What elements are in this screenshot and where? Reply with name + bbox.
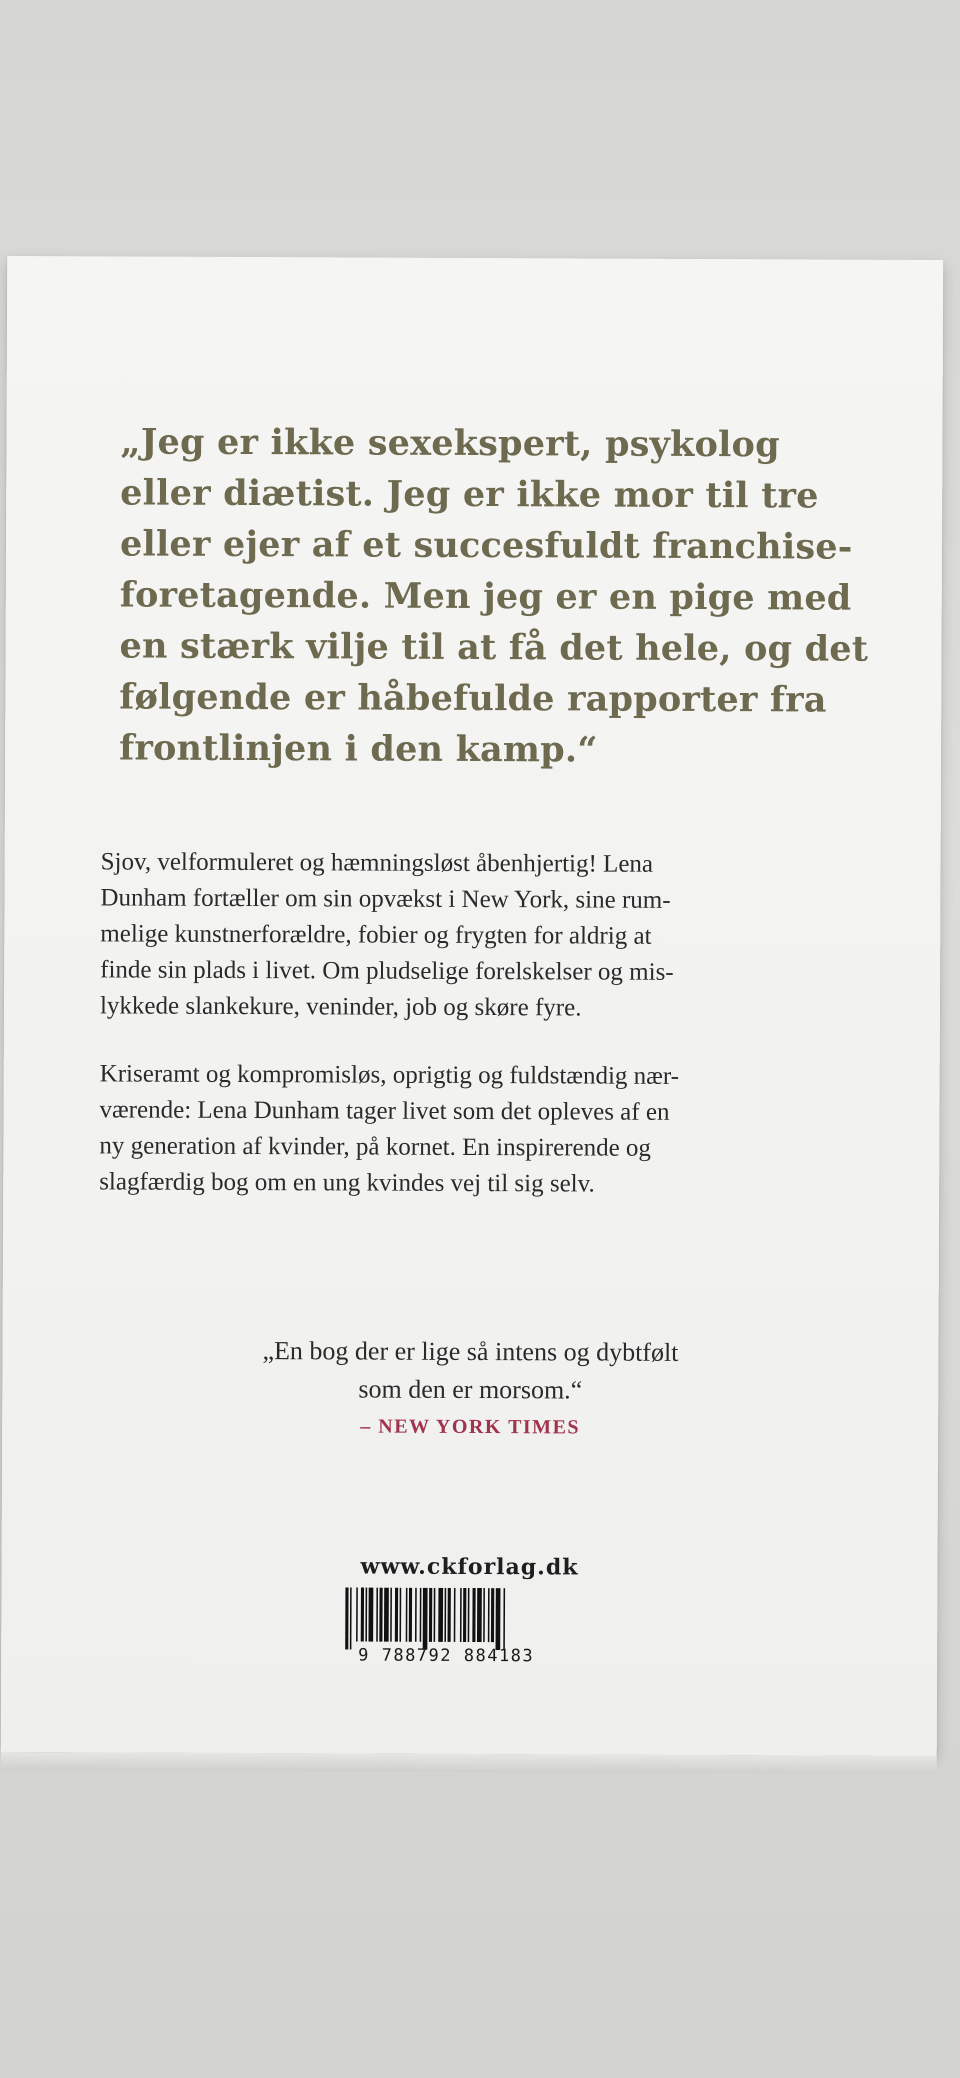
barcode-bar	[429, 1588, 432, 1642]
barcode-bar	[384, 1588, 389, 1642]
quote-line: „Jeg er ikke sexekspert, psykolog	[120, 421, 780, 466]
barcode-bar	[399, 1588, 401, 1642]
paragraph-line: Kriseramt og kompromisløs, oprigtig og fuldstændig nær-	[99, 1060, 680, 1090]
description-paragraph-2	[99, 1056, 880, 1203]
quote-line: følgende er håbefulde rapporter fra	[119, 676, 827, 721]
description-paragraph-1	[100, 844, 881, 1027]
barcode-bar	[477, 1588, 482, 1642]
barcode-bar	[350, 1587, 352, 1649]
barcode-bar	[361, 1588, 364, 1642]
quote-line: eller diætist. Jeg er ikke mor til tre	[120, 472, 819, 517]
barcode-bar	[365, 1588, 367, 1642]
barcode-bar	[368, 1588, 373, 1642]
paragraph-line: slagfærdig bog om en ung kvindes vej til sig selv.	[99, 1168, 595, 1198]
barcode-bar	[406, 1588, 408, 1642]
barcode-bar	[438, 1588, 443, 1642]
review-quote	[2, 1331, 938, 1411]
barcode-bar	[356, 1588, 358, 1642]
barcode-bar	[434, 1588, 436, 1642]
paragraph-line: Dunham fortæller om sin opvækst i New York, sine rum-	[100, 884, 671, 914]
barcode-bar	[491, 1588, 494, 1642]
barcode-bar	[420, 1588, 422, 1642]
barcode-bar	[444, 1588, 446, 1642]
barcode-bar	[463, 1588, 466, 1642]
quote-line: frontlinjen i den kamp.“	[119, 727, 598, 771]
paragraph-line: værende: Lena Dunham tager livet som det opleves af en	[99, 1096, 670, 1126]
barcode-bar	[395, 1588, 398, 1642]
barcode-bar	[390, 1588, 392, 1642]
book-back-cover	[1, 256, 944, 1756]
review-line: som den er morsom.“	[358, 1374, 583, 1405]
author-quote	[119, 416, 869, 776]
barcode-bar	[496, 1588, 501, 1650]
barcode-bar	[483, 1588, 485, 1642]
paragraph-line: melige kunstnerforældre, fobier og frygten for aldrig at	[100, 920, 652, 950]
barcode-graphic	[331, 1587, 561, 1650]
isbn-number: 9 788792 884183	[358, 1645, 535, 1667]
barcode-bar	[376, 1588, 378, 1642]
publisher-url: www.ckforlag.dk	[360, 1553, 579, 1581]
barcode-bar	[472, 1588, 475, 1642]
barcode-bar	[488, 1588, 490, 1642]
barcode-bar	[448, 1588, 451, 1642]
quote-line: en stærk vilje til at få det hele, og det	[119, 625, 869, 670]
book-page-edge	[1, 1752, 937, 1774]
barcode-bar	[415, 1588, 417, 1642]
barcode-bar	[454, 1588, 456, 1642]
paragraph-line: Sjov, velformuleret og hæmningsløst åbenhjertig! Lena	[100, 848, 654, 878]
paragraph-line: ny generation af kvinder, på kornet. En inspirerende og	[99, 1132, 652, 1162]
barcode-bar	[423, 1588, 428, 1650]
review-line: „En bog der er lige så intens og dybtfølt	[262, 1336, 679, 1367]
barcode-bar	[460, 1588, 462, 1642]
barcode-bar	[409, 1588, 412, 1642]
review-source: – NEW YORK TIMES	[360, 1415, 581, 1439]
barcode-bar	[379, 1588, 382, 1642]
barcode-bar	[468, 1588, 470, 1642]
quote-line: foretagende. Men jeg er en pige med	[119, 574, 852, 619]
barcode-bar	[345, 1587, 348, 1649]
quote-line: eller ejer af et succesfuldt franchise-	[119, 523, 853, 568]
barcode-bar	[503, 1588, 505, 1650]
paragraph-line: finde sin plads i livet. Om pludselige forelskelser og mis-	[100, 956, 674, 986]
paragraph-line: lykkede slankekure, veninder, job og skøre fyre.	[99, 992, 582, 1022]
